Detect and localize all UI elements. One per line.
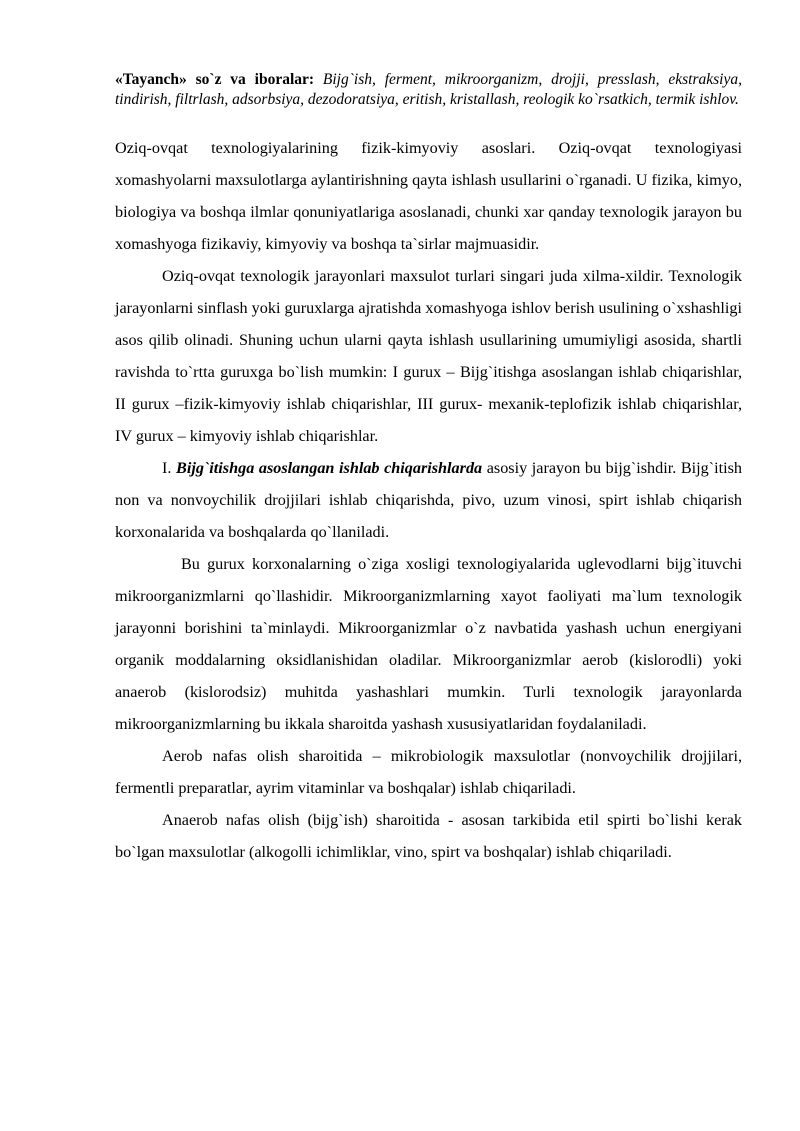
keywords-list: Bijg`ish, ferment, mikroorganizm, drojji, presslash, ekstraksiya, tindirish, filtrlash, adsorbsiya, dezodoratsiya, eritish, kristallash, reologik ko`rsatkich, termik ishlov. (115, 71, 742, 108)
paragraph-3-emphasis: Bijg`itishga asoslangan ishlab chiqarishlarda (176, 459, 483, 477)
paragraph-3-text: asosiy jarayon bu bijg`ishdir. Bijg`itish non va nonvoychilik drojjilari ishlab chiqarishda, pivo, uzum vinosi, spirt ishlab chiqarish korxonalarida va boshqalarda qo`llaniladi. (115, 459, 742, 541)
paragraph-1: Oziq-ovqat texnologiyalarining fizik-kimyoviy asoslari. Oziq-ovqat texnologiyasi xomashyolarni maxsulotlarga aylantirishning qayta ishlash usullarini o`rganadi. U fizika, kimyo, biologiya va boshqa ilmlar qonuniyatlariga asoslanadi, chunki xar qanday texnologik jarayon bu xomashyoga fizikaviy, kimyoviy va boshqa ta`sirlar majmuasidir. (115, 139, 742, 253)
paragraph-5: Aerob nafas olish sharoitida – mikrobiologik maxsulotlar (nonvoychilik drojjilari, fermentli preparatlar, ayrim vitaminlar va boshqalar) ishlab chiqariladi. (115, 747, 742, 797)
paragraph-3-prefix: I. (162, 459, 177, 477)
paragraph-6: Anaerob nafas olish (bijg`ish) sharoitida - asosan tarkibida etil spirti bo`lishi kerak bo`lgan maxsulotlar (alkogolli ichimliklar, vino, spirt va boshqalar) ishlab chiqariladi. (115, 811, 742, 861)
paragraph-3 (115, 452, 742, 548)
paragraph-2: Oziq-ovqat texnologik jarayonlari maxsulot turlari singari juda xilma-xildir. Texnologik jarayonlarni sinflash yoki guruxlarga ajratishda xomashyoga ishlov berish usulining o`xshashligi asos qilib olinadi. Shuning uchun ularni qayta ishlash usullarining umumiyligi asosida, shartli ravishda to`rtta guruxga bo`lish mumkin: I gurux – Bijg`itishga asoslangan ishlab chiqarishlar, II gurux –fizik-kimyoviy ishlab chiqarishlar, III gurux- mexanik-teplofizik ishlab chiqarishlar, IV gurux – kimyoviy ishlab chiqarishlar. (115, 267, 742, 445)
document-page (115, 70, 742, 868)
paragraph-4: Bu gurux korxonalarning o`ziga xosligi texnologiyalarida uglevodlarni bijg`ituvchi mikroorganizmlarni qo`llashidir. Mikroorganizmlarning xayot faoliyati ma`lum texnologik jarayonni borishini ta`minlaydi. Mikroorganizmlar o`z navbatida yashash uchun energiyani organik moddalarning oksidlanishidan oladilar. Mikroorganizmlar aerob (kislorodli) yoki anaerob (kislorodsiz) muhitda yashashlari mumkin. Turli texnologik jarayonlarda mikroorganizmlarning bu ikkala sharoitda yashash xususiyatlaridan foydalaniladi. (115, 555, 742, 733)
keywords-label: «Tayanch» so`z va iboralar: (115, 71, 315, 88)
keywords-block (115, 70, 742, 110)
